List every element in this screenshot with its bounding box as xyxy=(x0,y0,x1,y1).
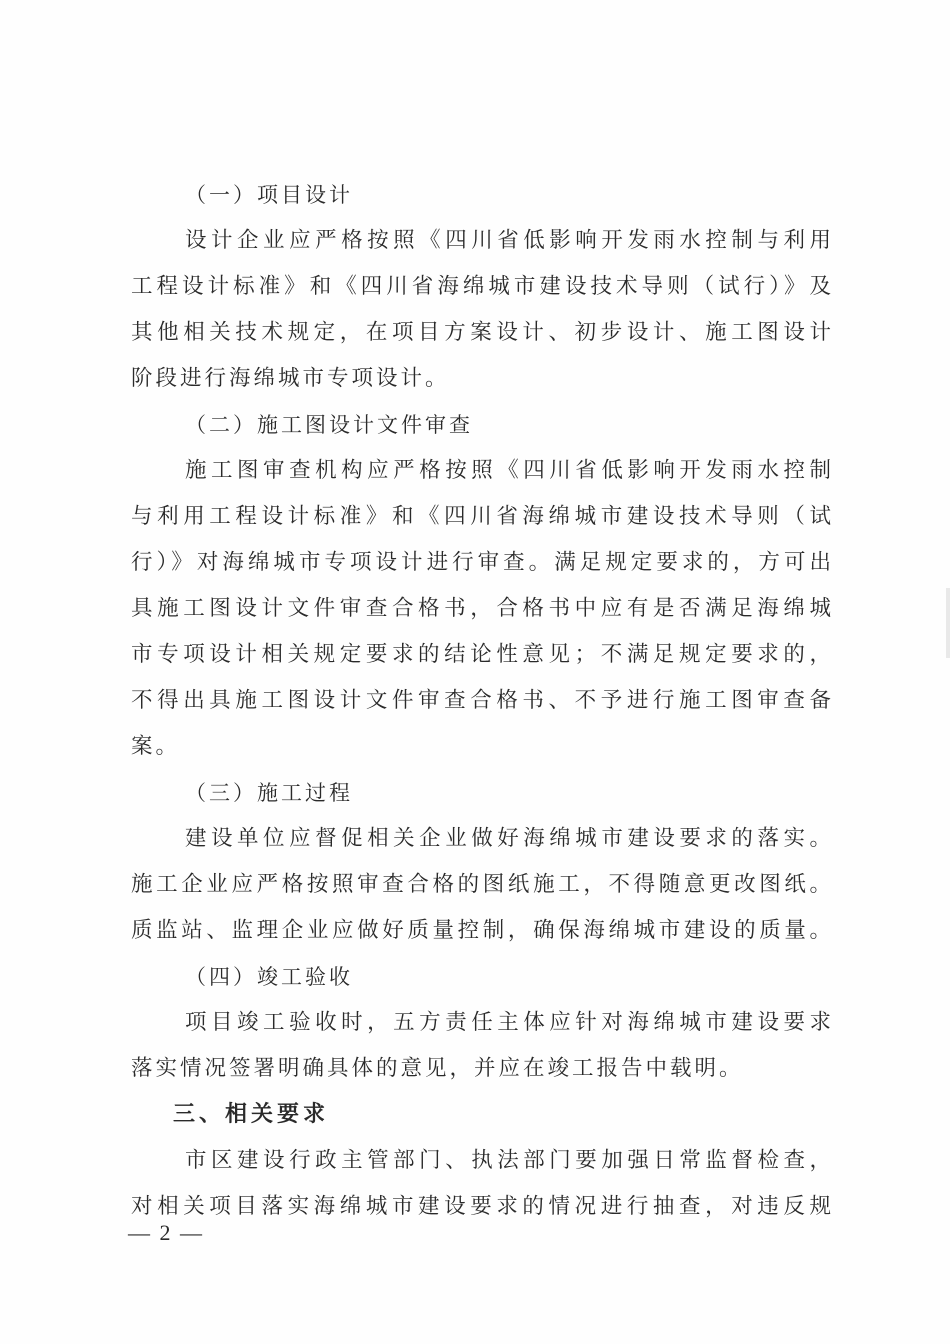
paragraph-line: 质监站、监理企业应做好质量控制，确保海绵城市建设的质量。 xyxy=(131,918,831,943)
paragraph-line: 具施工图设计文件审查合格书，合格书中应有是否满足海绵城 xyxy=(131,596,831,621)
paragraph-line: 与利用工程设计标准》和《四川省海绵城市建设技术导则（试 xyxy=(131,504,831,529)
paragraph-line: 对相关项目落实海绵城市建设要求的情况进行抽查，对违反规 xyxy=(131,1194,831,1219)
paragraph-line: 不得出具施工图设计文件审查合格书、不予进行施工图审查备 xyxy=(131,688,831,713)
paragraph-line: 市专项设计相关规定要求的结论性意见；不满足规定要求的， xyxy=(131,642,831,667)
paragraph-line: 落实情况签署明确具体的意见，并应在竣工报告中载明。 xyxy=(131,1056,744,1081)
section-heading-construction-process: （三）施工过程 xyxy=(185,781,353,805)
paragraph-drawing-review xyxy=(131,448,831,770)
section-heading-related-requirements: 三、相关要求 xyxy=(173,1102,330,1127)
paragraph-line: 市区建设行政主管部门、执法部门要加强日常监督检查， xyxy=(185,1148,831,1173)
section-heading-drawing-review: （二）施工图设计文件审查 xyxy=(185,413,473,437)
paragraph-project-design xyxy=(131,218,831,402)
paragraph-completion-acceptance xyxy=(131,1000,831,1092)
scan-edge-mark xyxy=(946,588,950,658)
page-number: — 2 — xyxy=(128,1220,204,1245)
paragraph-construction-process xyxy=(131,816,831,954)
section-heading-project-design: （一）项目设计 xyxy=(185,183,353,207)
document-body xyxy=(131,172,831,1230)
section-heading-completion-acceptance: （四）竣工验收 xyxy=(185,965,353,989)
paragraph-line: 工程设计标准》和《四川省海绵城市建设技术导则（试行）》及 xyxy=(131,274,831,299)
paragraph-line: 阶段进行海绵城市专项设计。 xyxy=(131,366,450,391)
paragraph-line: 案。 xyxy=(131,734,181,759)
paragraph-related-requirements xyxy=(131,1138,831,1230)
paragraph-line: 施工企业应严格按照审查合格的图纸施工，不得随意更改图纸。 xyxy=(131,872,831,897)
paragraph-line: 建设单位应督促相关企业做好海绵城市建设要求的落实。 xyxy=(185,826,831,851)
paragraph-line: 施工图审查机构应严格按照《四川省低影响开发雨水控制 xyxy=(185,458,831,483)
paragraph-line: 项目竣工验收时，五方责任主体应针对海绵城市建设要求 xyxy=(185,1010,831,1035)
paragraph-line: 设计企业应严格按照《四川省低影响开发雨水控制与利用 xyxy=(185,228,831,253)
paragraph-line: 其他相关技术规定，在项目方案设计、初步设计、施工图设计 xyxy=(131,320,831,345)
paragraph-line: 行）》对海绵城市专项设计进行审查。满足规定要求的，方可出 xyxy=(131,550,831,575)
